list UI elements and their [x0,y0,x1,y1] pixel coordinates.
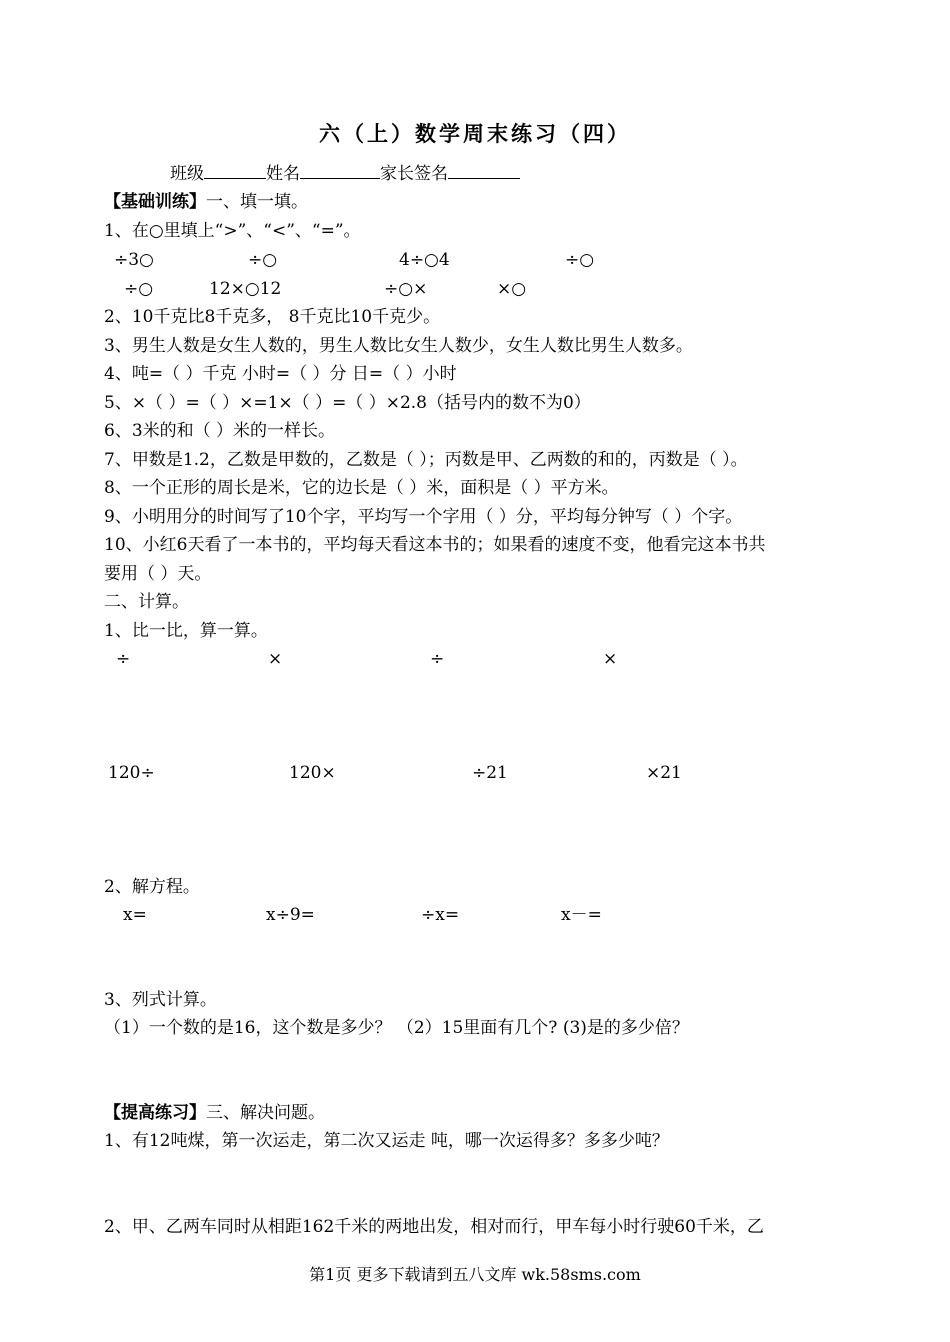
equation: x÷9= [266,905,315,925]
calc1-text: 1、比一比，算一算。 [104,621,268,641]
calc1-item: 120× [289,763,336,783]
q1-item: ÷○ [565,250,595,270]
q1-item: ×○ [497,279,527,299]
class-label: 班级 [170,164,204,184]
q9: 9、小明用分的时间写了10个字，平均写一个字用（ ）分，平均每分钟写（ ）个字。 [104,507,743,527]
section-advanced-bracket: 【提高练习】 [104,1103,206,1123]
q6: 6、3米的和（ ）米的一样长。 [104,421,336,441]
q10-line2: 要用（ ）天。 [104,564,212,584]
problem-2: 2、甲、乙两车同时从相距162千米的两地出发，相对而行，甲车每小时行驶60千米，乙 [104,1217,764,1237]
page-title: 六（上）数学周末练习（四） [319,122,631,146]
q1-item: ÷○× [384,279,428,299]
calc1-item: 120÷ [108,763,155,783]
q7: 7、甲数是1.2，乙数是甲数的，乙数是（ ）；丙数是甲、乙两数的和的，丙数是（ ）。 [104,450,748,470]
calc2-text: 2、解方程。 [104,877,200,897]
sign-label: 家长签名 [380,164,448,184]
q2: 2、10千克比8千克多， 8千克比10千克少。 [104,307,441,327]
calc1-item: × [268,649,283,669]
q4: 4、吨=（ ）千克 小时=（ ）分 日=（ ）小时 [104,364,457,384]
sign-blank[interactable] [448,162,520,179]
class-blank[interactable] [204,162,266,179]
calc1-item: ÷ [430,649,445,669]
name-label: 姓名 [266,164,300,184]
calc1-item: ÷21 [472,763,508,783]
equation: ÷x= [421,905,460,925]
calc1-item: ÷ [116,649,131,669]
q1-item: ÷○ [124,279,154,299]
q1-item: 4÷○4 [399,250,450,270]
q5: 5、×（ ）=（ ）×=1×（ ）=（ ）×2.8（括号内的数不为0） [104,393,591,413]
calc1-item: ×21 [646,763,682,783]
section-basic [104,191,308,213]
q1-text: 1、在○里填上“>”、“<”、“=”。 [104,221,361,241]
section-basic-title: 一、填一填。 [206,192,308,212]
header-info [170,162,520,185]
q10-line1: 10、小红6天看了一本书的，平均每天看这本书的；如果看的速度不变，他看完这本书共 [104,535,766,555]
q1-item: ÷○ [248,250,278,270]
q1-item: ÷3○ [114,250,154,270]
q1-item: 12×○12 [209,279,282,299]
q3: 3、男生人数是女生人数的，男生人数比女生人数少，女生人数比男生人数多。 [104,336,693,356]
section-advanced [104,1102,325,1124]
q8: 8、一个正形的周长是米，它的边长是（ ）米，面积是（ ）平方米。 [104,478,619,498]
equation: x= [123,905,147,925]
problem-1: 1、有12吨煤，第一次运走，第二次又运走 吨，哪一次运得多？多多少吨？ [104,1131,669,1151]
section-basic-bracket: 【基础训练】 [104,192,206,212]
equation: x－= [561,905,602,925]
section-advanced-title: 三、解决问题。 [206,1103,325,1123]
calc1-item: × [603,649,618,669]
name-blank[interactable] [300,162,380,179]
calc3-text: 3、列式计算。 [104,990,217,1010]
page-footer: 第1页 更多下载请到五八文库 wk.58sms.com [309,1265,641,1284]
section-calc: 二、计算。 [104,592,189,612]
calc3-questions: （1）一个数的是16，这个数是多少？ （2）15里面有几个? (3)是的多少倍？ [104,1018,689,1038]
